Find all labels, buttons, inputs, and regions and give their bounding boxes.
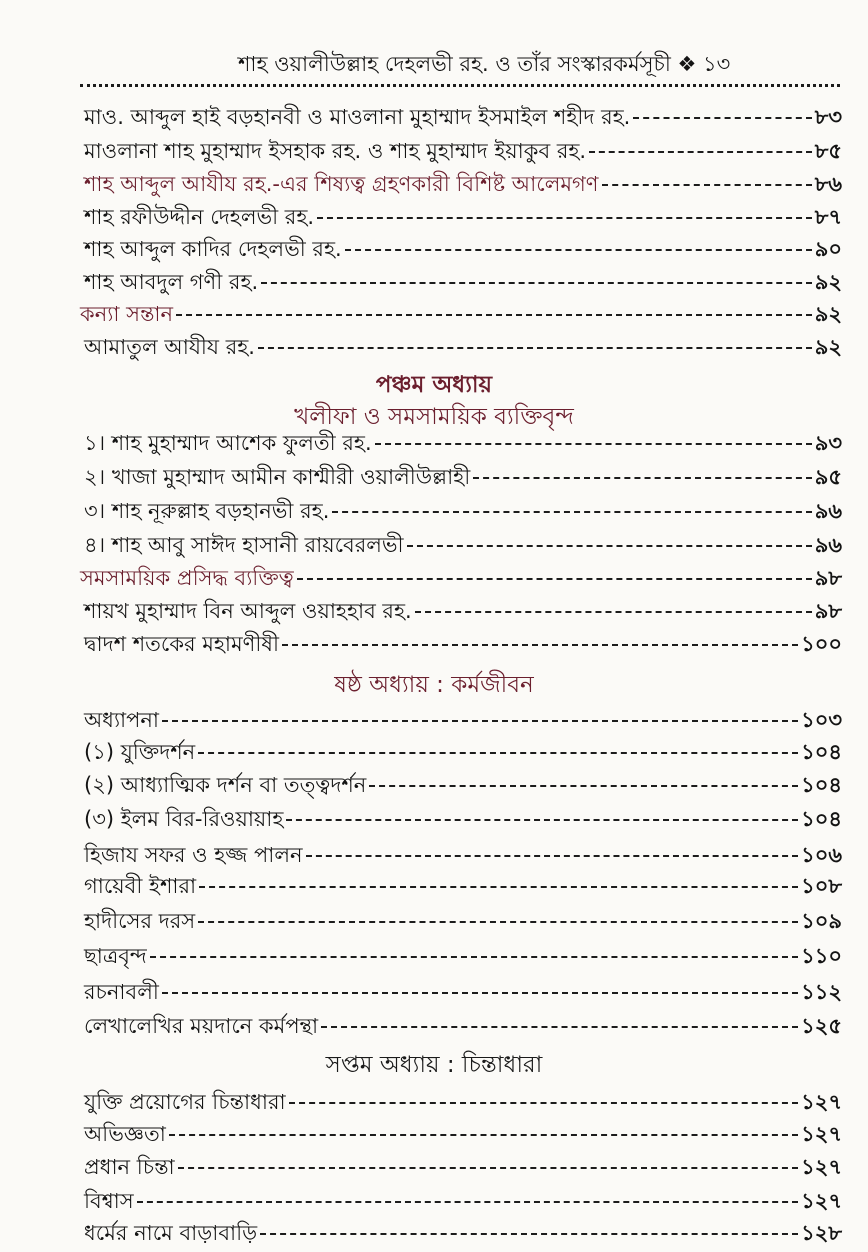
chapter-6-title: ষষ্ঠ অধ্যায় : কর্মজীবন xyxy=(334,672,534,698)
leader-dashes xyxy=(199,886,798,888)
toc-entry-page: ৮৭ xyxy=(814,204,842,229)
toc-entry xyxy=(84,134,842,170)
toc-entry-text: (২) আধ্যাত্মিক দর্শন বা তত্ত্বদর্শন xyxy=(84,772,367,797)
toc-entry-text: ৪। শাহ আবু সাঈদ হাসানী রায়বেরলভী xyxy=(84,532,404,557)
toc-entry-page: ৯৮ xyxy=(814,565,842,590)
toc-entry-text: শাহ রফীউদ্দীন দেহলভী রহ. xyxy=(84,204,315,229)
toc-entry-text: আমাতুল আযীয রহ. xyxy=(84,334,255,359)
toc-entry-page: ১০০ xyxy=(801,631,842,656)
toc-entry xyxy=(84,1009,842,1045)
toc-entry-text: (১) যুক্তিদর্শন xyxy=(84,739,196,764)
toc-entry-text: শাহ আবদুল গণী রহ. xyxy=(84,269,259,294)
leader-dashes xyxy=(282,644,798,646)
chapter-5-title: পঞ্চম অধ্যায় xyxy=(375,372,493,398)
running-header: শাহ ওয়ালীউল্লাহ দেহলভী রহ. ও তাঁর সংস্কারকর্মসূচী ❖ ১৩ xyxy=(238,52,731,76)
toc-entry-text: ১। শাহ মুহাম্মাদ আশেক ফুলতী রহ. xyxy=(84,430,372,455)
leader-dashes xyxy=(162,720,798,722)
toc-entry-page: ১০৪ xyxy=(801,739,842,764)
toc-entry-page: ১২৫ xyxy=(801,1013,842,1038)
toc-entry-page: ১১০ xyxy=(801,943,842,968)
toc-entry-text: কন্যা সন্তান xyxy=(80,301,174,326)
leader-dashes xyxy=(289,1102,798,1104)
toc-entry xyxy=(84,200,842,236)
toc-entry-page: ১০৪ xyxy=(801,772,842,797)
leader-dashes xyxy=(321,1026,798,1028)
toc-entry xyxy=(84,703,842,739)
toc-entry xyxy=(84,426,842,462)
toc-entry-page: ১২৭ xyxy=(801,1121,842,1146)
toc-entry xyxy=(84,939,842,975)
toc-entry xyxy=(84,975,842,1011)
toc-entry xyxy=(84,1150,842,1186)
toc-entry xyxy=(84,1117,842,1153)
toc-entry-text: শায়খ মুহাম্মাদ বিন আব্দুল ওয়াহহাব রহ. xyxy=(84,598,412,623)
toc-entry-page: ১০৬ xyxy=(801,842,842,867)
toc-entry-text: হাদীসের দরস xyxy=(84,908,196,933)
toc-entry-text: দ্বাদশ শতকের মহামণীষী xyxy=(84,631,279,656)
leader-dashes xyxy=(345,249,812,251)
chapter-7-title: সপ্তম অধ্যায় : চিন্তাধারা xyxy=(325,1052,543,1078)
toc-entry-page: ৯২ xyxy=(814,334,842,359)
toc-entry-page: ১২৭ xyxy=(801,1089,842,1114)
toc-entry-page: ৯৬ xyxy=(814,532,842,557)
toc-entry-text: যুক্তি প্রয়োগের চিন্তাধারা xyxy=(84,1089,286,1114)
toc-section-entry xyxy=(84,167,842,203)
toc-section-entry xyxy=(80,297,842,333)
toc-entry xyxy=(84,330,842,366)
toc-section-entry xyxy=(80,561,842,597)
leader-dashes xyxy=(258,347,812,349)
toc-entry xyxy=(84,735,842,771)
toc-entry-page: ৯৬ xyxy=(814,498,842,523)
leader-dashes xyxy=(317,217,812,219)
toc-entry-text: বিশ্বাস xyxy=(84,1188,134,1213)
toc-entry-text: সমসাময়িক প্রসিদ্ধ ব্যক্তিত্ব xyxy=(80,565,294,590)
leader-dashes xyxy=(150,956,798,958)
toc-entry xyxy=(84,1085,842,1121)
toc-entry-page: ৯৫ xyxy=(814,464,842,489)
leader-dashes xyxy=(633,117,811,119)
leader-dashes xyxy=(162,992,798,994)
leader-dashes xyxy=(176,314,812,316)
toc-entry-text: ধর্মের নামে বাড়াবাড়ি xyxy=(84,1220,258,1245)
toc-entry-page: ১০৩ xyxy=(801,707,842,732)
leader-dashes xyxy=(369,785,798,787)
leader-dashes xyxy=(261,282,812,284)
leader-dashes xyxy=(332,511,811,513)
toc-entry xyxy=(84,594,842,630)
toc-entry xyxy=(84,768,842,804)
toc-entry-page: ১০৯ xyxy=(801,908,842,933)
leader-dashes xyxy=(198,921,798,923)
toc-entry-page: ১২৭ xyxy=(801,1188,842,1213)
leader-dashes xyxy=(306,855,799,857)
toc-entry-text: ২। খাজা মুহাম্মাদ আমীন কাশ্মীরী ওয়ালীউল্লাহী xyxy=(84,464,471,489)
toc-entry-page: ১১২ xyxy=(801,979,842,1004)
leader-dashes xyxy=(198,752,798,754)
toc-entry-text: প্রধান চিন্তা xyxy=(84,1154,175,1179)
toc-entry-text: মাওলানা শাহ মুহাম্মাদ ইসহাক রহ. ও শাহ মুহাম্মাদ ইয়াকুব রহ. xyxy=(84,138,587,163)
toc-entry-page: ৯৮ xyxy=(814,598,842,623)
toc-entry-page: ১২৮ xyxy=(801,1220,842,1245)
toc-entry-page: ৮৫ xyxy=(814,138,842,163)
toc-entry xyxy=(84,460,842,496)
toc-entry-text: শাহ আব্দুল কাদির দেহলভী রহ. xyxy=(84,236,342,261)
header-dotted-rule xyxy=(80,84,840,87)
toc-entry xyxy=(84,627,842,663)
leader-dashes xyxy=(407,545,812,547)
leader-dashes xyxy=(602,184,812,186)
toc-entry xyxy=(84,869,842,905)
toc-entry xyxy=(84,1184,842,1220)
toc-entry-page: ৮৬ xyxy=(814,171,842,196)
toc-entry xyxy=(84,232,842,268)
toc-entry-page: ১০৮ xyxy=(801,873,842,898)
toc-entry-text: অভিজ্ঞতা xyxy=(84,1121,166,1146)
toc-entry-page: ৯০ xyxy=(814,236,842,261)
toc-entry xyxy=(84,1216,842,1252)
toc-entry-text: অধ্যাপনা xyxy=(84,707,160,732)
leader-dashes xyxy=(473,477,812,479)
leader-dashes xyxy=(178,1167,798,1169)
leader-dashes xyxy=(375,443,812,445)
chapter-5-subtitle: খলীফা ও সমসাময়িক ব্যক্তিবৃন্দ xyxy=(294,404,574,430)
leader-dashes xyxy=(589,151,812,153)
leader-dashes xyxy=(260,1233,798,1235)
toc-entry-text: ছাত্রবৃন্দ xyxy=(84,943,147,968)
toc-entry xyxy=(84,528,842,564)
toc-entry-page: ৯২ xyxy=(814,301,842,326)
toc-entry-text: গায়েবী ইশারা xyxy=(84,873,197,898)
toc-entry xyxy=(84,904,842,940)
toc-entry xyxy=(84,802,842,838)
toc-entry-page: ৮৩ xyxy=(814,104,842,129)
toc-entry-page: ১০৪ xyxy=(801,806,842,831)
toc-entry-text: মাও. আব্দুল হাই বড়হানবী ও মাওলানা মুহাম্মাদ ইসমাইল শহীদ রহ. xyxy=(84,104,631,129)
leader-dashes xyxy=(169,1134,798,1136)
leader-dashes xyxy=(286,819,798,821)
leader-dashes xyxy=(137,1201,798,1203)
toc-entry-page: ৯৩ xyxy=(814,430,842,455)
toc-entry-page: ১২৭ xyxy=(801,1154,842,1179)
toc-entry-text: ৩। শাহ নূরুল্লাহ বড়হানভী রহ. xyxy=(84,498,330,523)
toc-entry-text: হিজায সফর ও হজ্জ পালন xyxy=(84,842,303,867)
toc-entry xyxy=(84,100,842,136)
leader-dashes xyxy=(415,611,812,613)
toc-entry-page: ৯২ xyxy=(814,269,842,294)
toc-entry xyxy=(84,494,842,530)
toc-entry-text: শাহ আব্দুল আযীয রহ.-এর শিষ্যত্ব গ্রহণকারী বিশিষ্ট আলেমগণ xyxy=(84,171,599,196)
toc-entry-text: (৩) ইলম বির-রিওয়ায়াহ xyxy=(84,806,284,831)
toc-entry-text: লেখালেখির ময়দানে কর্মপন্থা xyxy=(84,1013,319,1038)
leader-dashes xyxy=(297,578,812,580)
toc-entry-text: রচনাবলী xyxy=(84,979,159,1004)
toc-entry xyxy=(84,265,842,301)
